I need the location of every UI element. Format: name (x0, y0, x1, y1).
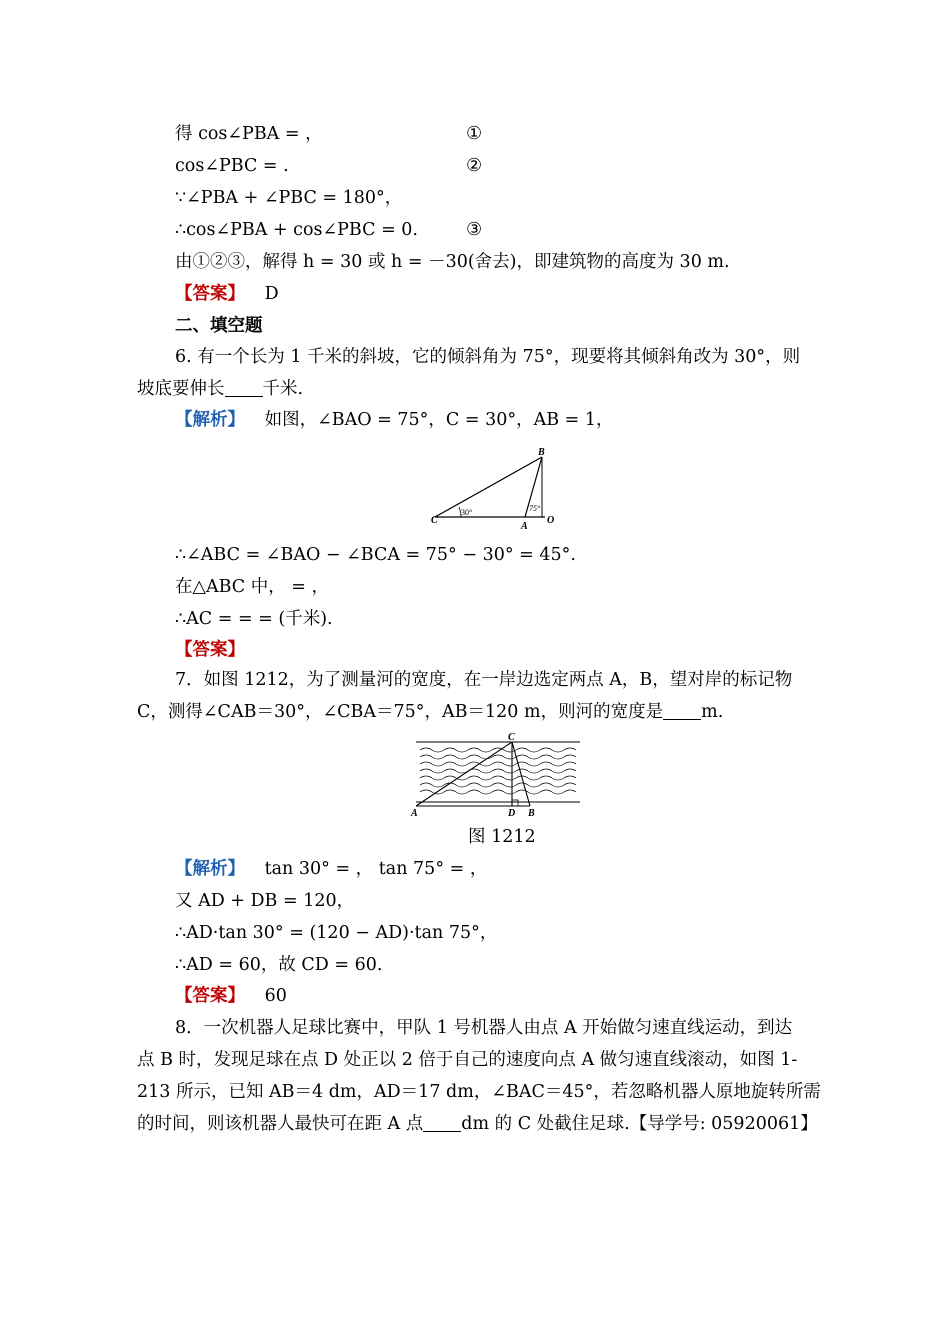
analysis-line-6c: ∴AC = = = (千米). (175, 609, 333, 629)
answer-row-5 (175, 282, 279, 306)
question-6-line-1: 6. 有一个长为 1 千米的斜坡，它的倾斜角为 75°，现要将其倾斜角改为 30°，则 (175, 347, 801, 367)
figure-caption: 图 1212 (468, 827, 536, 847)
label-c: C (508, 732, 515, 743)
label-a: A (411, 808, 418, 819)
label-d: D (508, 808, 516, 819)
analysis-line-7c: ∴AD = 60，故 CD = 60. (175, 955, 383, 975)
question-7-line-1: 7．如图 1212，为了测量河的宽度，在一岸边选定两点 A，B，望对岸的标记物 (175, 670, 793, 690)
question-8-text: 的时间，则该机器人最快可在距 A 点 (137, 1114, 424, 1134)
analysis-line-6b: 在△ABC 中， = ， (175, 577, 330, 597)
question-7-text: C，测得∠CAB＝30°，∠CBA＝75°，AB＝120 m，则河的宽度是 (137, 702, 664, 722)
analysis-line-7a: 又 AD + DB = 120， (175, 891, 355, 911)
answer-blank (423, 1113, 461, 1132)
analysis-tag: 【解析】 (175, 859, 245, 879)
figure-slope-triangle (425, 443, 560, 531)
question-8-line-4 (137, 1112, 818, 1136)
solution-line-4: ∴cos∠PBA + cos∠PBC = 0. (175, 220, 418, 240)
equation-mark-1: ① (466, 123, 483, 144)
label-c: C (431, 515, 438, 526)
answer-blank (225, 378, 263, 397)
side-cb (435, 457, 542, 517)
solution-line-3: ∵∠PBA + ∠PBC = 180°， (175, 188, 403, 208)
question-6-text: 坡底要伸长 (137, 379, 225, 399)
analysis-text: 如图，∠BAO = 75°，C = 30°，AB = 1， (264, 410, 614, 430)
question-6-unit: 千米. (262, 379, 304, 399)
label-o: O (547, 515, 555, 526)
solution-line-5: 由①②③，解得 h = 30 或 h = －30(舍去)，即建筑物的高度为 30 m. (175, 252, 730, 272)
answer-value: 60 (264, 986, 287, 1006)
line-cb (512, 742, 530, 806)
question-8-tail: dm 的 C 处截住足球.【导学号: 05920061】 (461, 1114, 818, 1134)
answer-tag: 【答案】 (175, 986, 245, 1006)
label-75-degrees: 75° (529, 504, 541, 513)
right-angle-mark (512, 800, 518, 806)
equation-mark-2: ② (466, 155, 483, 176)
label-a: A (521, 521, 528, 531)
answer-blank (663, 701, 701, 720)
section-heading: 二、填空题 (175, 316, 263, 336)
answer-row-7 (175, 984, 287, 1008)
solution-line-2: cos∠PBC = . (175, 156, 289, 176)
analysis-tag: 【解析】 (175, 410, 245, 430)
question-7-line-2 (137, 700, 723, 724)
question-8-line-3: 213 所示，已知 AB＝4 dm，AD＝17 dm，∠BAC＝45°，若忽略机器人原地旋转所需 (137, 1082, 821, 1102)
answer-row-6 (175, 638, 245, 662)
analysis-line-6a: ∴∠ABC = ∠BAO − ∠BCA = 75° − 30° = 45°. (175, 545, 576, 565)
equation-mark-3: ③ (466, 219, 483, 240)
question-7-unit: m. (701, 702, 724, 722)
label-30-degrees: 30° (461, 508, 473, 517)
analysis-row-6 (175, 408, 614, 432)
label-b: B (528, 808, 535, 819)
analysis-row-7 (175, 857, 487, 881)
solution-line-1: 得 cos∠PBA = ， (175, 124, 323, 144)
question-6-line-2 (137, 377, 303, 401)
analysis-line-7b: ∴AD·tan 30° = (120 − AD)·tan 75°， (175, 923, 498, 943)
label-b: B (538, 447, 545, 458)
answer-tag: 【答案】 (175, 284, 245, 304)
analysis-text: tan 30° = ， tan 75° = ， (264, 859, 488, 879)
answer-value: D (264, 284, 279, 304)
question-8-line-2: 点 B 时，发现足球在点 D 处正以 2 倍于自己的速度向点 A 做匀速直线滚动，如图 1- (137, 1050, 798, 1070)
answer-tag: 【答案】 (175, 640, 245, 660)
figure-river (408, 730, 583, 820)
question-8-line-1: 8．一次机器人足球比赛中，甲队 1 号机器人由点 A 开始做匀速直线运动，到达 (175, 1018, 793, 1038)
